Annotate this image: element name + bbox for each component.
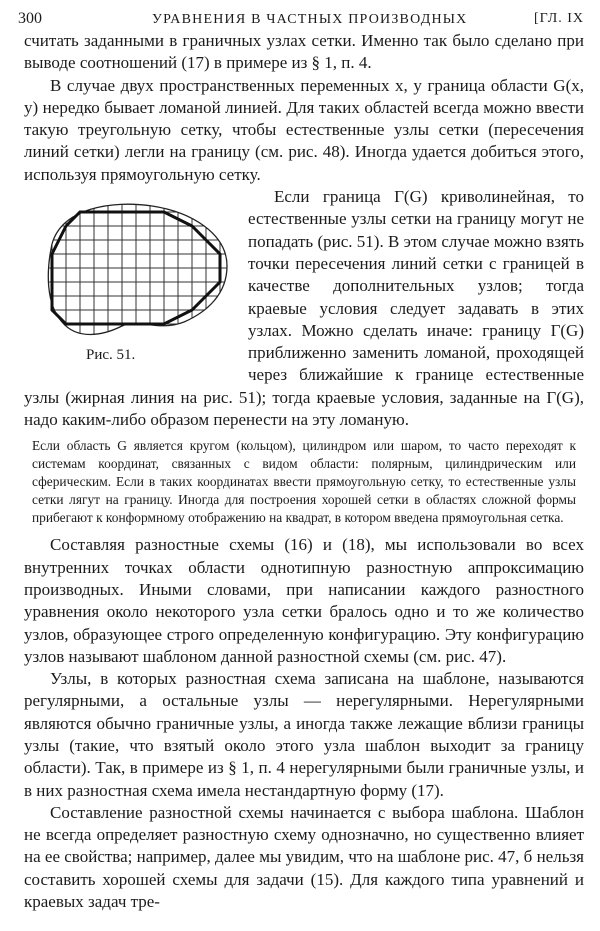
main-text bbox=[24, 30, 584, 431]
grid-boundary-diagram bbox=[22, 194, 236, 344]
figure-51 bbox=[22, 194, 236, 382]
paragraph-3: Если граница Γ(G) криволинейная, то естественные узлы сетки на границу могут не попадать (рис. 51). В этом случае можно взять точки пересечения линий сетки с границей в качестве дополнительных узлов; тогда краевые условия следует задавать в этих узлах. Можно сделать иначе: границу Γ(G) приближенно заменить ломаной, проходящей через ближайшие к границе естественные узлы (жирная линия на рис. 51); тогда краевые условия, заданные на Γ(G), надо каким-либо образом перенести на эту ломаную. bbox=[24, 187, 584, 430]
page-number: 300 bbox=[18, 10, 42, 27]
paragraph-5: Узлы, в которых разностная схема записана на шаблоне, называются регулярными, а остальные узлы — нерегулярными. Нерегулярными являются обычно граничные узлы, а иногда также лежащие вблизи границы узлы (такие, что взятый около этого узла шаблон выходит за границу области). Так, в примере из § 1, п. 4 нерегулярными были граничные узлы, и в них разностная схема имела нестандартную форму (17). bbox=[24, 669, 584, 800]
chapter-label: [ГЛ. IX bbox=[534, 11, 584, 26]
figure-caption: Рис. 51. bbox=[86, 347, 136, 364]
paragraph-2: В случае двух пространственных переменных x, y граница области G(x, y) нередко бывает ломаной линией. Для таких областей всегда можно ввести такую треугольную сетку, чтобы естественные узлы сетки (пересечения линий сетки) легли на границу (см. рис. 48). Иногда удается добиться этого, используя прямоугольную сетку. bbox=[24, 75, 584, 184]
page bbox=[18, 0, 584, 913]
main-text-continued bbox=[24, 534, 584, 913]
page-header bbox=[18, 0, 584, 30]
paragraph-4: Составляя разностные схемы (16) и (18), мы использовали во всех внутренних точках области однотипную разностную аппроксимацию производных. Иными словами, при написании каждого разностного уравнения около некоторого узла сетки бралось одно и то же количество узлов, образующее строго определенную конфигурацию. Эту конфигурацию узлов называют шаблоном данной разностной схемы (см. рис. 47). bbox=[24, 535, 584, 666]
paragraph-1: считать заданными в граничных узлах сетки. Именно так было сделано при выводе соотношений (17) в примере из § 1, п. 4. bbox=[24, 31, 584, 73]
small-print-note: Если область G является кругом (кольцом), цилиндром или шаром, то часто переходят к системам координат, связанных с видом области: полярным, цилиндрическим или сферическим. Если в таких координатах ввести прямоугольную сетку, то естественные узлы сетки лягут на границу. Иногда для построения хорошей сетки в областях сложной формы прибегают к конформному отображению на квадрат, в котором введена прямоугольная сетка. bbox=[32, 438, 576, 525]
paragraph-6: Составление разностной схемы начинается с выбора шаблона. Шаблон не всегда определяет разностную схему однозначно, но существенно влияет на ее свойства; например, далее мы увидим, что на шаблоне рис. 47, б нельзя составить хорошей схемы для задачи (15). Для каждого типа уравнений и краевых задач тре- bbox=[24, 802, 584, 912]
running-title: УРАВНЕНИЯ В ЧАСТНЫХ ПРОИЗВОДНЫХ bbox=[152, 12, 468, 27]
